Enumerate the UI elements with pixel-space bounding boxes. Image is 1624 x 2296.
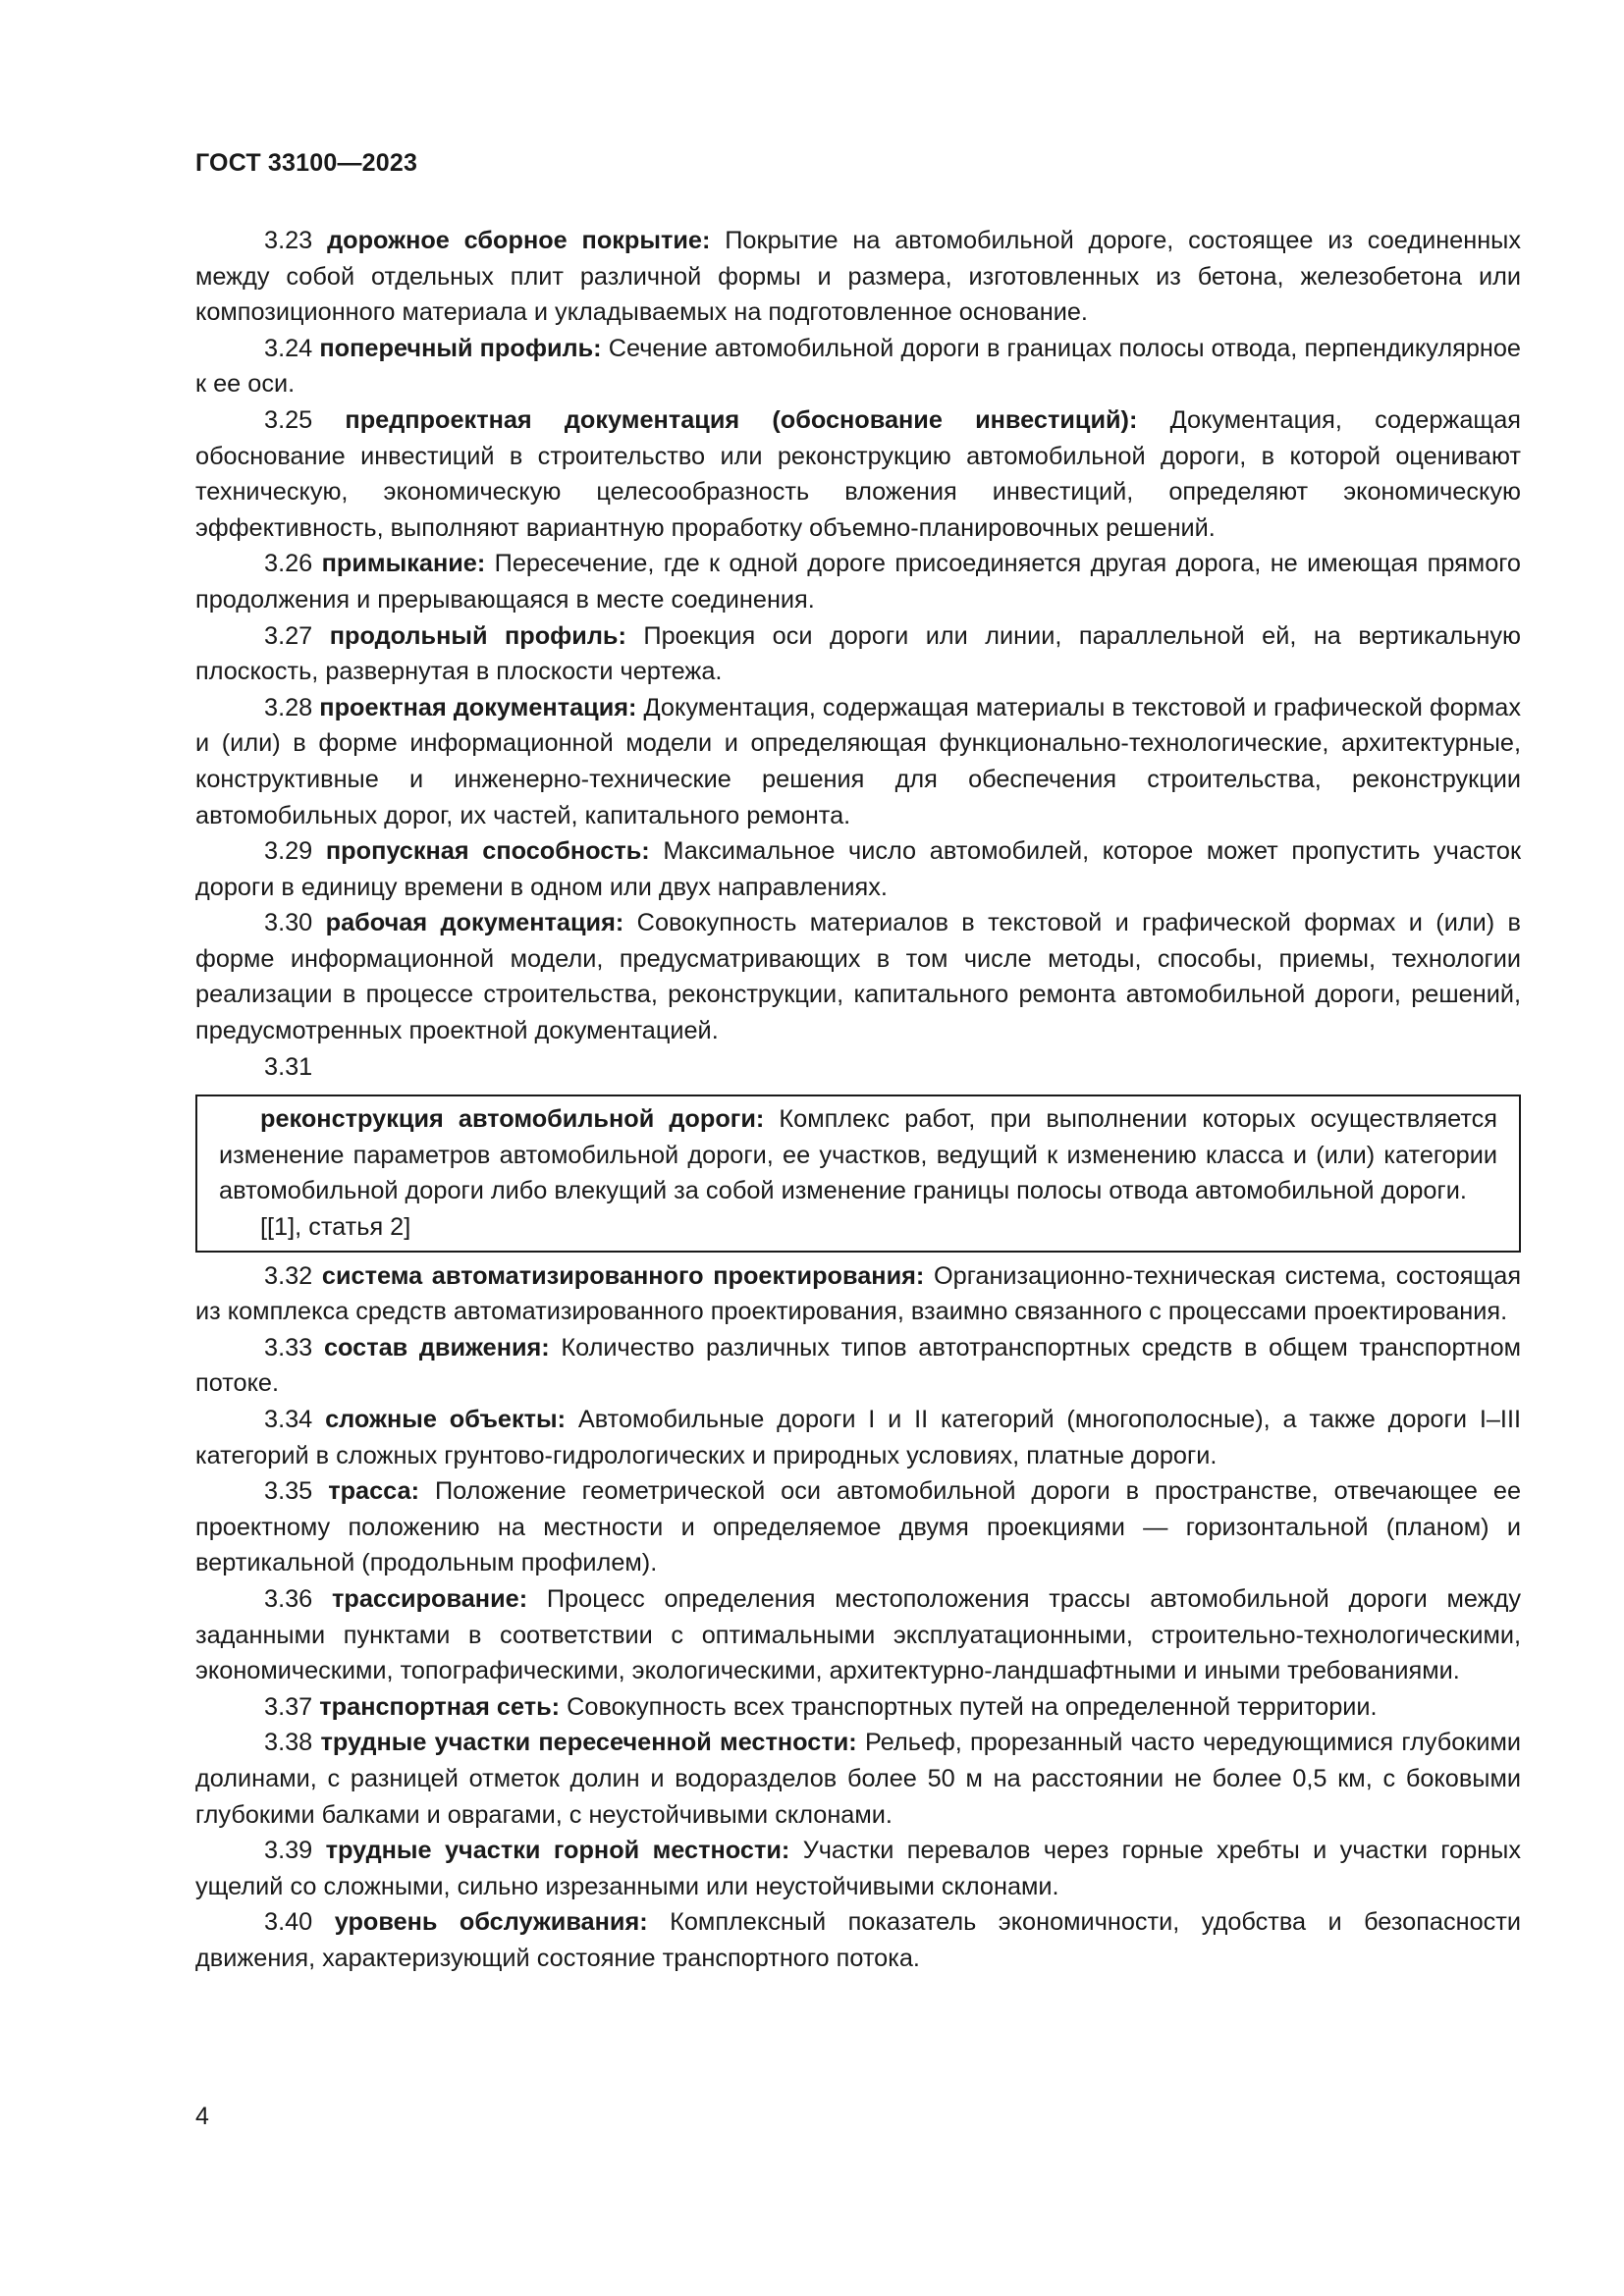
definitions-list-before: [195, 223, 1521, 1049]
definition-text: Покрытие на автомобильной дороге, состоящее из соединенных между собой отдельных плит различной формы и размера, изготовленных из бетона, железобетона или композиционного материала и укладываемых на подготовленное основание.: [195, 227, 1522, 327]
definition-term: трасса:: [328, 1477, 420, 1506]
definition-item: [195, 1581, 1521, 1689]
definitions-section: [195, 223, 1521, 1977]
definition-item: [195, 1330, 1521, 1402]
definition-text: Комплексный показатель экономичности, удобства и безопасности движения, характеризующий состояние транспортного потока.: [195, 1908, 1522, 1972]
definition-term: продольный профиль:: [329, 621, 626, 650]
definition-item: [195, 1689, 1521, 1726]
definition-number: 3.37: [264, 1692, 313, 1721]
definition-number: 3.29: [264, 837, 313, 866]
definition-term: трассирование:: [332, 1584, 528, 1613]
definition-item: [195, 1402, 1521, 1473]
definition-number: 3.32: [264, 1261, 313, 1290]
definition-text: Документация, содержащая материалы в текстовой и графической формах и (или) в форме информационной модели и определяющая функционально-технологические, архитектурные, конструктивные и инженерно-технические решения для обеспечения строительства, реконструкции автомобильных дорог, их частей, капитального ремонта.: [195, 693, 1522, 829]
definition-item: [195, 690, 1521, 833]
definition-term: пропускная способность:: [325, 837, 650, 866]
definition-term: поперечный профиль:: [319, 334, 602, 362]
definition-term: уровень обслуживания:: [334, 1908, 648, 1937]
definition-number: 3.33: [264, 1333, 313, 1362]
definition-text: Совокупность материалов в текстовой и графической формах и (или) в форме информационной модели, предусматривающих в том числе методы, способы, приемы, технологии реализации в процессе строительства, реконструкции, капитального ремонта автомобильной дороги, решений, предусмотренных проектной документацией.: [195, 909, 1521, 1045]
boxed-definition: [195, 1095, 1521, 1252]
document-code-header: ГОСТ 33100—2023: [195, 149, 418, 177]
definition-number: 3.28: [264, 693, 313, 721]
definition-text: Рельеф, прорезанный часто чередующимися глубокими долинами, с разницей отметок долин и водоразделов более 50 м на расстоянии не более 0,5 км, с боковыми глубокими балками и оврагами, с неустойчивыми склонами.: [195, 1729, 1522, 1829]
definition-term: дорожное сборное покрытие:: [327, 227, 711, 254]
definition-item: [195, 546, 1521, 617]
definition-number: 3.36: [264, 1584, 313, 1613]
definition-text: Участки перевалов через горные хребты и участки горных ущелий со сложными, сильно изрезанными или неустойчивыми склонами.: [195, 1837, 1521, 1900]
definition-term: трудные участки пересеченной местности:: [320, 1729, 857, 1757]
definition-number: 3.35: [264, 1477, 313, 1506]
definition-text: Проекция оси дороги или линии, параллельной ей, на вертикальную плоскость, развернутая в плоскости чертежа.: [195, 621, 1522, 686]
definition-item: [195, 618, 1521, 690]
definition-item: [195, 1904, 1521, 1976]
definition-number: 3.34: [264, 1406, 313, 1433]
definition-item: [195, 1725, 1521, 1833]
definition-term: сложные объекты:: [325, 1406, 567, 1433]
definition-text: Положение геометрической оси автомобильной дороги в пространстве, отвечающее ее проектному положению на местности и определяемое двумя проекциями — горизонтальной (планом) и вертикальной (продольным профилем).: [195, 1477, 1522, 1577]
definition-text: Автомобильные дороги I и II категорий (многополосные), а также дороги I–III категорий в сложных грунтово-гидрологических и природных условиях, платные дороги.: [195, 1406, 1522, 1469]
definition-term: предпроектная документация (обоснование инвестиций):: [345, 405, 1138, 434]
definition-item: [195, 1473, 1521, 1581]
definition-number: 3.38: [264, 1729, 313, 1757]
page-number: 4: [195, 2103, 209, 2130]
definition-term: транспортная сеть:: [319, 1692, 561, 1721]
definition-term: система автоматизированного проектирования:: [321, 1261, 925, 1290]
boxed-definition-source: [[1], статья 2]: [260, 1213, 411, 1242]
definition-number: 3.39: [264, 1837, 313, 1865]
definition-item: [195, 402, 1521, 546]
definition-term: проектная документация:: [319, 693, 637, 721]
definition-text: Сечение автомобильной дороги в границах полосы отвода, перпендикулярное к ее оси.: [195, 334, 1521, 399]
definition-number: 3.25: [264, 405, 313, 434]
boxed-definition-term: реконструкция автомобильной дороги:: [260, 1105, 765, 1134]
definition-item: [195, 331, 1521, 402]
definition-number: 3.26: [264, 550, 313, 578]
definition-number: 3.24: [264, 334, 313, 362]
definition-text: Максимальное число автомобилей, которое может пропустить участок дороги в единицу времени в одном или двух направлениях.: [195, 837, 1522, 901]
definition-number: 3.40: [264, 1908, 313, 1937]
boxed-definition-body: [219, 1101, 1497, 1209]
definition-text: Процесс определения местоположения трассы автомобильной дороги между заданными пунктами в соответствии с оптимальными эксплуатационными, строительно-технологическими, экономическими, топографическими, экологическими, архитектурно-ландшафтными и иными требованиями.: [195, 1584, 1522, 1685]
definition-term: рабочая документация:: [325, 909, 624, 937]
definition-text: Совокупность всех транспортных путей на определенной территории.: [567, 1692, 1378, 1721]
definition-term: примыкание:: [321, 550, 486, 578]
definition-term: трудные участки горной местности:: [325, 1837, 790, 1865]
definition-term: состав движения:: [323, 1333, 550, 1362]
definition-item: [195, 905, 1521, 1048]
definition-item: [195, 223, 1521, 331]
boxed-definition-number: 3.31: [264, 1052, 313, 1081]
definition-text: Документация, содержащая обоснование инвестиций в строительство или реконструкцию автомобильной дороги, в которой оценивают техническую, экономическую целесообразность вложения инвестиций, определяют экономическую эффективность, выполняют вариантную проработку объемно-планировочных решений.: [195, 405, 1521, 542]
definition-text: Организационно-техническая система, состоящая из комплекса средств автоматизированного проектирования, взаимно связанного с процессами проектирования.: [195, 1261, 1522, 1326]
definition-item: [195, 1833, 1521, 1904]
definition-number: 3.30: [264, 909, 313, 937]
definition-number: 3.23: [264, 227, 313, 254]
definition-item: [195, 1258, 1521, 1330]
definition-text: Пересечение, где к одной дороге присоединяется другая дорога, не имеющая прямого продолжения и прерывающаяся в месте соединения.: [195, 550, 1521, 614]
definition-number: 3.27: [264, 621, 313, 650]
definition-text: Количество различных типов автотранспортных средств в общем транспортном потоке.: [195, 1333, 1522, 1398]
definitions-list-after: [195, 1258, 1521, 1977]
boxed-definition-text: Комплекс работ, при выполнении которых осуществляется изменение параметров автомобильной дороги, ее участков, ведущий к изменению класса и (или) категории автомобильной дороги либо влекущий за собой изменение границы полосы отвода автомобильной дороги.: [219, 1105, 1497, 1205]
definition-item: [195, 833, 1521, 905]
